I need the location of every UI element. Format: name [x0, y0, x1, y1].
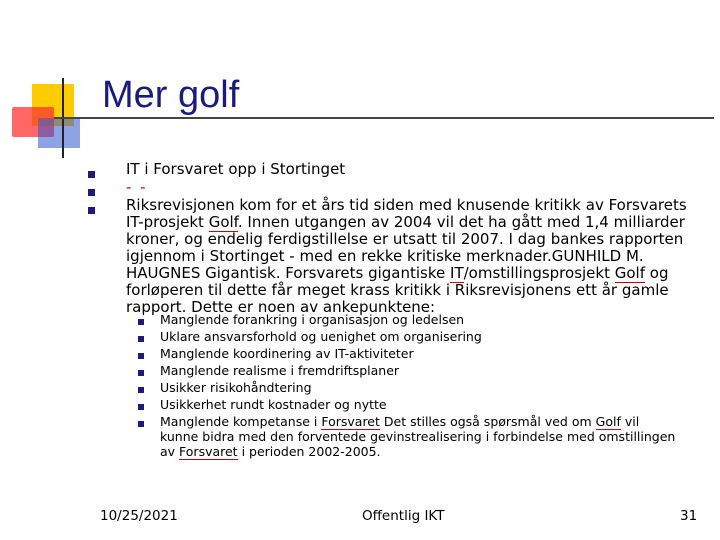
sub-bullet-6: Usikkerhet rundt kostnader og nytte: [160, 397, 387, 412]
text-run: Manglende kompetanse i: [160, 414, 322, 429]
link-forsvaret[interactable]: Forsvaret: [321, 414, 380, 429]
bullet-marker: [88, 189, 95, 196]
footer-page-number: 31: [680, 508, 698, 524]
link-golf[interactable]: Golf: [208, 213, 238, 231]
footer-center: Offentlig IKT: [362, 508, 445, 524]
sub-bullet-5: Usikker risikohåndtering: [160, 380, 312, 395]
text-run: /omstillingsprosjekt: [463, 264, 615, 282]
sub-bullet-marker: [138, 370, 144, 376]
bullet-2: - -: [126, 178, 148, 196]
link-it[interactable]: IT: [450, 264, 464, 282]
sub-bullet-marker: [138, 336, 144, 342]
sub-bullet-marker: [138, 404, 144, 410]
sub-bullet-7: [160, 414, 680, 459]
sub-bullet-2: Uklare ansvarsforhold og uenighet om organisering: [160, 329, 482, 344]
slide-title: Mer golf: [102, 74, 240, 116]
title-underline: [54, 117, 714, 119]
bullet-1: IT i Forsvaret opp i Stortinget: [126, 160, 346, 178]
link-golf[interactable]: Golf: [614, 264, 645, 282]
sub-bullet-1: Manglende forankring i organisasjon og ledelsen: [160, 312, 465, 327]
sub-bullet-4: Manglende realisme i fremdriftsplaner: [160, 363, 400, 378]
footer-date: 10/25/2021: [100, 508, 178, 524]
text-run: Det stilles også spørsmål ved om: [379, 414, 596, 429]
text-run: og forløperen til dette får meget krass kritikk i Riksrevisjonens ett år gamle rapport. Dette er noen av ankepunktene:: [126, 264, 669, 316]
sub-bullet-marker: [138, 421, 144, 427]
link-golf[interactable]: Golf: [595, 414, 621, 429]
sub-bullet-3: Manglende koordinering av IT-aktiviteter: [160, 346, 414, 361]
bullet-marker: [88, 207, 95, 214]
text-run: Riksrevisjonen kom for et års tid siden med knusende kritikk av Forsvarets IT-prosjekt: [126, 196, 687, 231]
text-run: . Innen utgangen av 2004 vil det ha gått med 1,4 milliarder kroner, og endelig ferdigstillelse er utsatt til 2007. I dag bankes rapporten igjennom i Stortinget - med en rekke kritiske merknader.GUNHILD M. HAUGNES Gigantisk. Forsvarets gigantiske: [126, 213, 685, 282]
bullet-3: [126, 197, 691, 316]
link-forsvaret[interactable]: Forsvaret: [179, 444, 238, 459]
sub-bullet-marker: [138, 353, 144, 359]
text-run: vil kunne bidra med den forventede gevinstrealisering i forbindelse med omstillingen av: [160, 414, 676, 459]
bullet-marker: [88, 171, 95, 178]
sub-bullet-marker: [138, 387, 144, 393]
text-run: i perioden 2002-2005.: [237, 444, 381, 459]
sub-bullet-marker: [138, 319, 144, 325]
decor-blue-square: [38, 118, 80, 148]
